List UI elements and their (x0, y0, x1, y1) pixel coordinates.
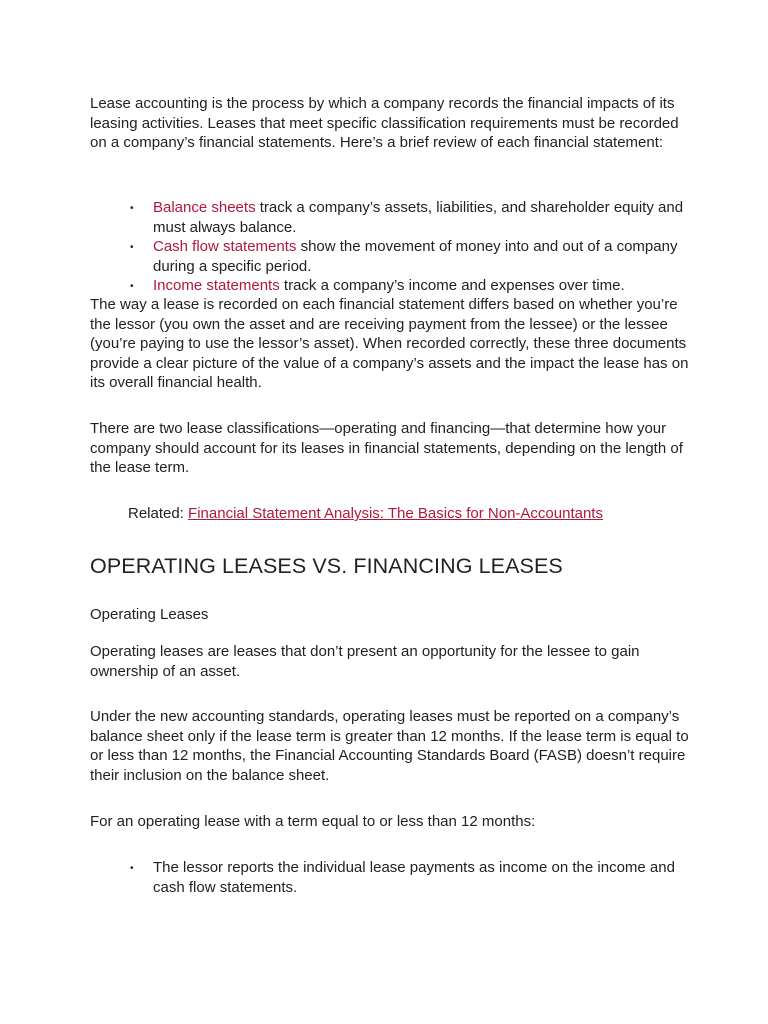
statement-term: Income statements (153, 277, 280, 294)
new-standards-paragraph: Under the new accounting standards, operating leases must be reported on a company’s balance sheet only if the lease term is greater than 12 months. If the lease term is equal to or less than 12 months, the Financial Accounting Standards Board (FASB) doesn’t require their inclusion on the balance sheet. (90, 708, 689, 784)
related-line (128, 504, 603, 524)
list-item (90, 276, 690, 296)
bullet-icon: • (130, 863, 134, 874)
financial-statements-list (90, 198, 690, 296)
classifications-paragraph: There are two lease classifications—operating and financing—that determine how your company should account for its leases in financial statements, depending on the length of the lease term. (90, 420, 683, 476)
operating-definition-paragraph: Operating leases are leases that don’t present an opportunity for the lessee to gain ownership of an asset. (90, 643, 640, 680)
statement-text: show the movement of money into and out of a company during a specific period. (153, 238, 678, 275)
short-term-bullet-text: The lessor reports the individual lease payments as income on the income and cash flow statements. (153, 859, 675, 896)
bullet-icon: • (130, 281, 134, 292)
lease-recording-paragraph: The way a lease is recorded on each financial statement differs based on whether you’re the lessor (you own the asset and are receiving payment from the lessee) or the lessee (you’re paying to use the lessor’s asset). When recorded correctly, these three documents provide a clear picture of the value of a company’s assets and the impact the lease has on its overall financial health. (90, 296, 689, 391)
statement-term: Cash flow statements (153, 238, 297, 255)
related-label: Related: (128, 505, 189, 522)
list-item (90, 237, 690, 276)
related-article-link[interactable]: Financial Statement Analysis: The Basics for Non-Accountants (188, 505, 603, 522)
section-heading: OPERATING LEASES VS. FINANCING LEASES (90, 554, 563, 578)
subheading-operating-leases: Operating Leases (90, 606, 209, 623)
list-item (90, 198, 690, 237)
statement-text: track a company’s income and expenses over time. (279, 277, 625, 294)
statement-term: Balance sheets (153, 199, 256, 216)
bullet-icon: • (130, 203, 134, 214)
intro-paragraph: Lease accounting is the process by which a company records the financial impacts of its leasing activities. Leases that meet specific classification requirements must be recorded on a company’s financial statements. Here’s a brief review of each financial statement: (90, 95, 679, 151)
statement-text: track a company’s assets, liabilities, and shareholder equity and must always balance. (153, 199, 684, 236)
short-term-intro-paragraph: For an operating lease with a term equal to or less than 12 months: (90, 813, 536, 830)
short-term-list (90, 858, 690, 897)
bullet-icon: • (130, 242, 134, 253)
list-item (90, 858, 690, 897)
